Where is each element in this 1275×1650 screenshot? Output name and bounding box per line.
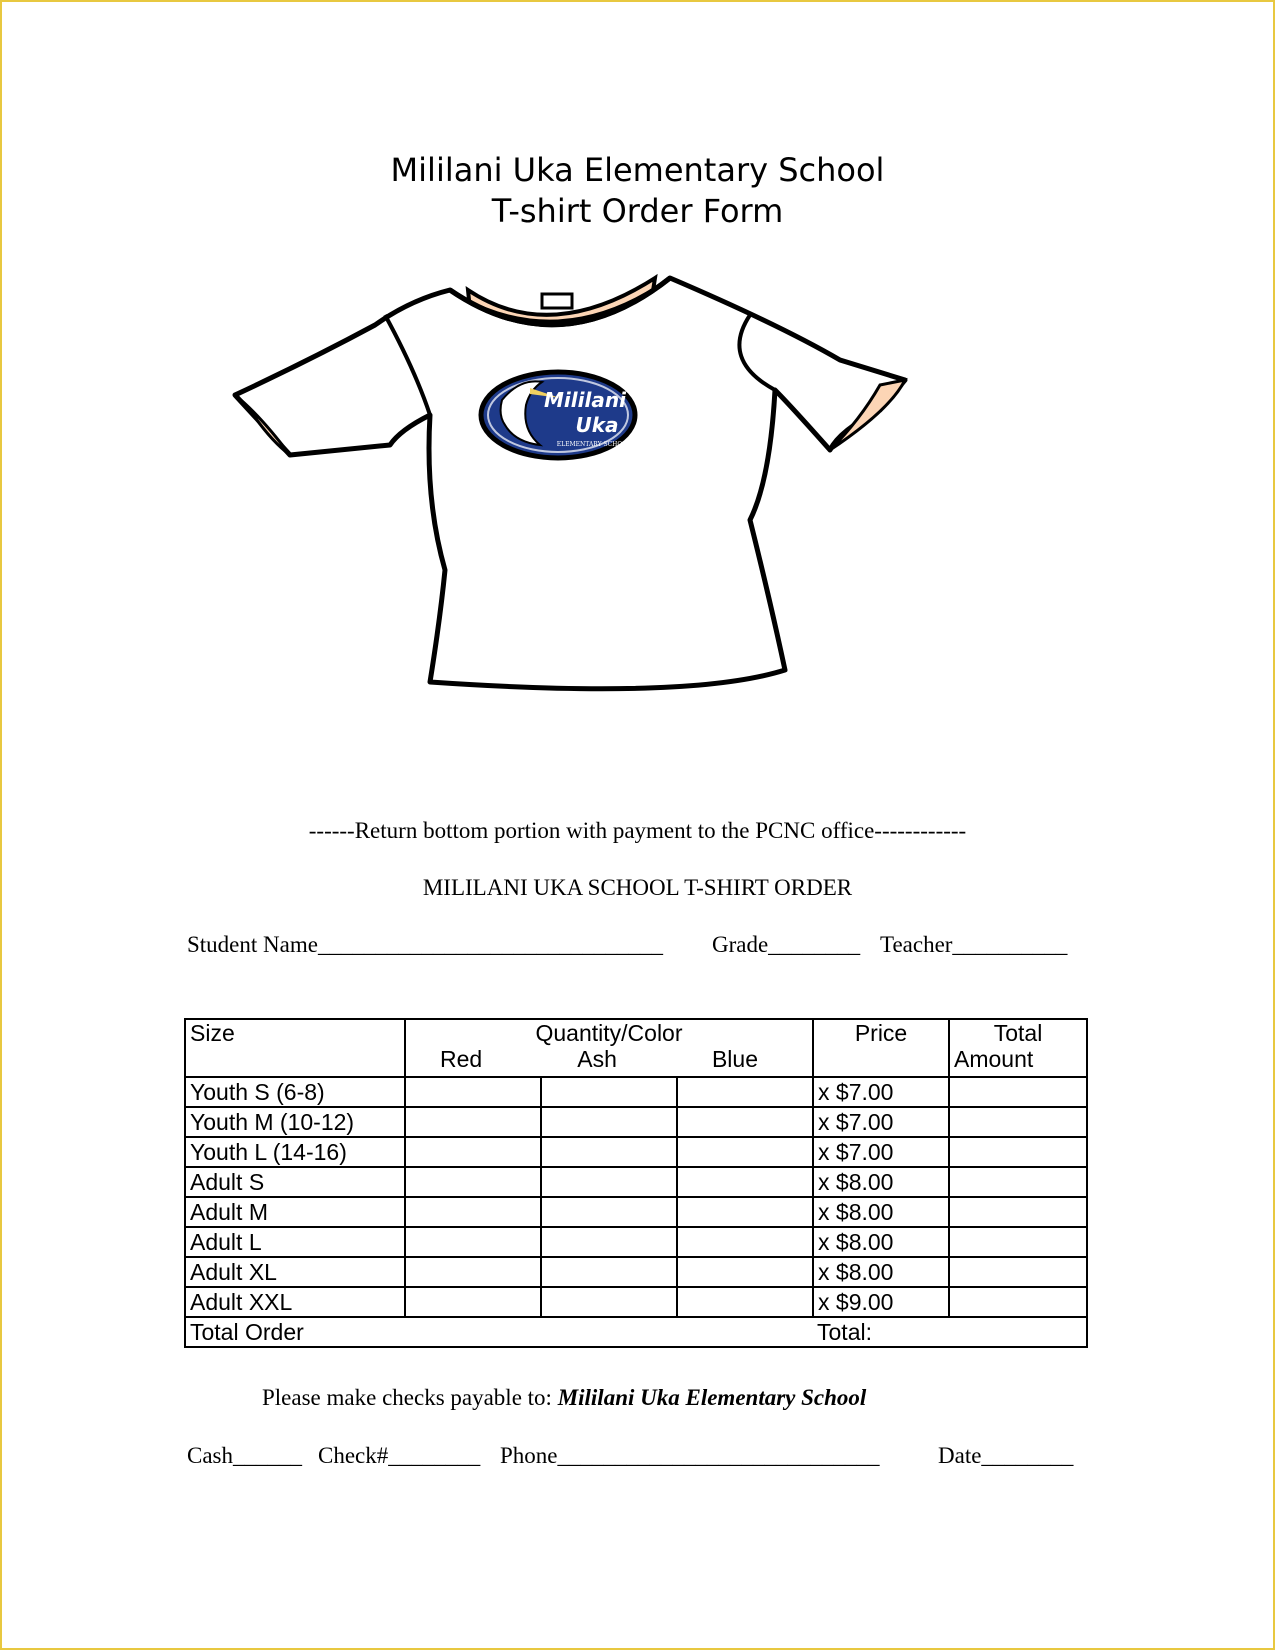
price-cell: x $9.00	[813, 1287, 949, 1317]
size-cell: Youth S (6-8)	[185, 1077, 405, 1107]
qty-blue-cell[interactable]	[677, 1137, 813, 1167]
logo-line3: ELEMENTARY SCHOOL	[556, 441, 632, 448]
price-cell: x $8.00	[813, 1227, 949, 1257]
qty-blue-cell[interactable]	[677, 1167, 813, 1197]
qty-ash-cell[interactable]	[541, 1107, 677, 1137]
date-field[interactable]: Date________	[938, 1443, 1074, 1468]
price-cell: x $7.00	[813, 1077, 949, 1107]
total-amount-cell[interactable]	[949, 1107, 1087, 1137]
teacher-field[interactable]: Teacher__________	[880, 932, 1068, 957]
total-amount-cell[interactable]	[949, 1077, 1087, 1107]
price-cell: x $8.00	[813, 1257, 949, 1287]
order-table	[184, 1018, 1088, 1348]
payable-note	[262, 1385, 866, 1411]
grade-field[interactable]: Grade________	[712, 932, 861, 957]
qty-red-cell[interactable]	[405, 1257, 541, 1287]
shirt-tag	[542, 294, 572, 308]
qty-red-cell[interactable]	[405, 1137, 541, 1167]
size-cell: Adult M	[185, 1197, 405, 1227]
total-amount-cell[interactable]	[949, 1137, 1087, 1167]
total-amount-cell[interactable]	[949, 1287, 1087, 1317]
qty-blue-cell[interactable]	[677, 1077, 813, 1107]
header-ash: Ash	[577, 1046, 617, 1072]
qty-blue-cell[interactable]	[677, 1227, 813, 1257]
size-cell: Youth M (10-12)	[185, 1107, 405, 1137]
qty-red-cell[interactable]	[405, 1077, 541, 1107]
qty-blue-cell[interactable]	[677, 1287, 813, 1317]
total-amount-cell[interactable]	[949, 1227, 1087, 1257]
size-cell: Youth L (14-16)	[185, 1137, 405, 1167]
header-price: Price	[813, 1019, 949, 1077]
qty-ash-cell[interactable]	[541, 1167, 677, 1197]
page-subtitle: T-shirt Order Form	[491, 192, 784, 230]
qty-ash-cell[interactable]	[541, 1137, 677, 1167]
qty-ash-cell[interactable]	[541, 1227, 677, 1257]
logo-line1: Mililani	[544, 388, 626, 412]
return-instruction: ------Return bottom portion with payment to the PCNC office------------	[308, 818, 967, 843]
table-header-row	[185, 1019, 1087, 1077]
tshirt-illustration	[230, 270, 960, 740]
header-total: Total	[993, 1020, 1043, 1046]
phone-field[interactable]: Phone____________________________	[500, 1443, 880, 1468]
qty-ash-cell[interactable]	[541, 1077, 677, 1107]
student-name-field[interactable]: Student Name______________________________	[187, 932, 663, 957]
table-row	[185, 1137, 1087, 1167]
total-amount-cell[interactable]	[949, 1197, 1087, 1227]
payable-prefix: Please make checks payable to:	[262, 1385, 558, 1410]
size-cell: Adult L	[185, 1227, 405, 1257]
price-cell: x $7.00	[813, 1107, 949, 1137]
qty-red-cell[interactable]	[405, 1197, 541, 1227]
table-row	[185, 1197, 1087, 1227]
size-cell: Adult S	[185, 1167, 405, 1197]
total-amount-cell[interactable]	[949, 1257, 1087, 1287]
qty-red-cell[interactable]	[405, 1107, 541, 1137]
header-blue: Blue	[711, 1046, 759, 1072]
qty-red-cell[interactable]	[405, 1227, 541, 1257]
qty-blue-cell[interactable]	[677, 1107, 813, 1137]
table-row	[185, 1077, 1087, 1107]
header-quantity-color	[405, 1019, 813, 1077]
qty-ash-cell[interactable]	[541, 1287, 677, 1317]
total-label[interactable]: Total:	[813, 1317, 1087, 1347]
total-amount-cell[interactable]	[949, 1167, 1087, 1197]
header-red: Red	[440, 1046, 483, 1072]
header-quantity-label: Quantity/Color	[535, 1020, 683, 1046]
qty-blue-cell[interactable]	[677, 1197, 813, 1227]
order-heading: MILILANI UKA SCHOOL T-SHIRT ORDER	[422, 875, 853, 900]
header-size: Size	[185, 1019, 405, 1077]
qty-blue-cell[interactable]	[677, 1257, 813, 1287]
price-cell: x $8.00	[813, 1167, 949, 1197]
qty-ash-cell[interactable]	[541, 1197, 677, 1227]
cash-field[interactable]: Cash______	[187, 1443, 302, 1468]
table-row	[185, 1167, 1087, 1197]
payable-name: Mililani Uka Elementary School	[557, 1385, 867, 1410]
table-row	[185, 1287, 1087, 1317]
qty-red-cell[interactable]	[405, 1287, 541, 1317]
total-order-label: Total Order	[185, 1317, 813, 1347]
table-footer-row	[185, 1317, 1087, 1347]
logo-line2: Uka	[575, 413, 619, 437]
page-title: Mililani Uka Elementary School	[390, 151, 885, 189]
table-row	[185, 1107, 1087, 1137]
table-row	[185, 1227, 1087, 1257]
check-number-field[interactable]: Check#________	[318, 1443, 481, 1468]
qty-ash-cell[interactable]	[541, 1257, 677, 1287]
price-cell: x $7.00	[813, 1137, 949, 1167]
school-logo	[481, 372, 635, 458]
qty-red-cell[interactable]	[405, 1167, 541, 1197]
price-cell: x $8.00	[813, 1197, 949, 1227]
header-total-amount	[949, 1019, 1087, 1077]
shirt-body	[235, 278, 905, 689]
header-amount: Amount	[954, 1046, 1034, 1072]
size-cell: Adult XL	[185, 1257, 405, 1287]
table-row	[185, 1257, 1087, 1287]
size-cell: Adult XXL	[185, 1287, 405, 1317]
